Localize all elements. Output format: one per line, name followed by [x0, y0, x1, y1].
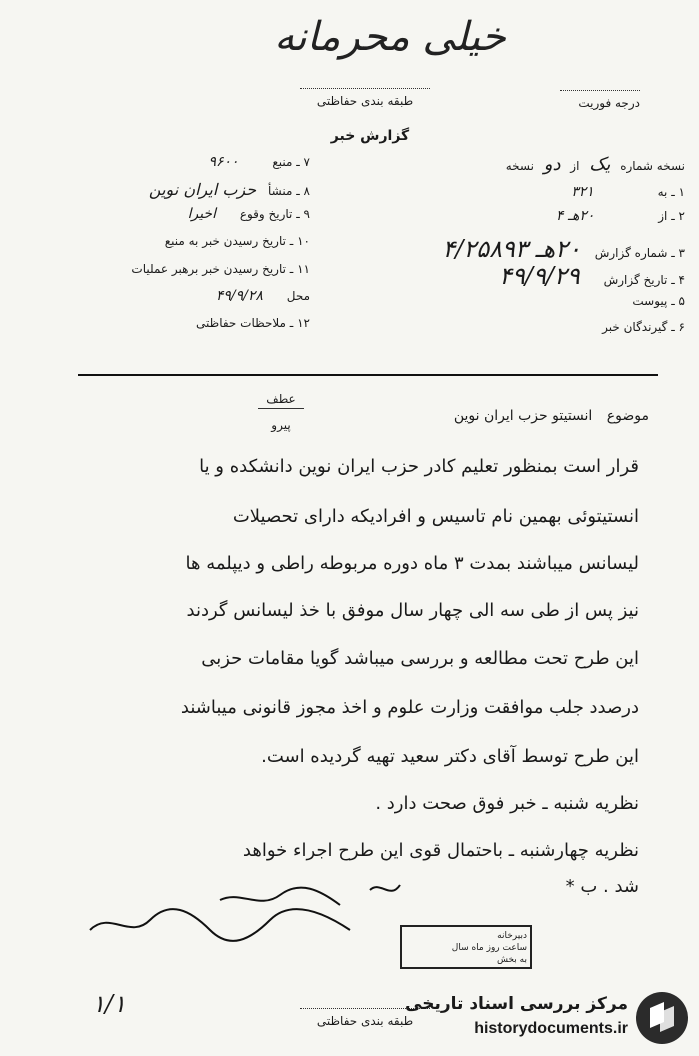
source-label: ۷ ـ منبع	[272, 155, 310, 169]
footer-classification-label: طبقه بندی حفاظتی	[316, 1014, 414, 1028]
watermark-url: historydocuments.ir	[474, 1020, 628, 1037]
body-line-2: انستیتوئی بهمین نام تاسیس و افرادیکه دارای تحصیلات	[232, 506, 639, 527]
to-value: ۳۲۱	[571, 184, 594, 200]
from-value: ۲۰هـ ۴	[555, 208, 595, 224]
to-row	[395, 184, 685, 200]
urgency-line	[560, 90, 640, 91]
body-line-7: این طرح توسط آقای دکتر سعید تهیه گردیده است.	[261, 746, 639, 767]
body-line-6: درصدد جلب موافقت وزارت علوم و اخذ مجوز قانونی میباشند	[180, 697, 639, 718]
section-divider	[78, 374, 658, 376]
event-date-label: ۹ ـ تاریخ وقوع	[239, 207, 310, 221]
stamp-line-1: دبیرخانه	[497, 931, 527, 941]
report-number-row	[442, 235, 685, 263]
security-notes-row	[80, 316, 310, 330]
handwritten-classification-title: خیلی محرمانه	[274, 14, 506, 60]
recipients-row	[395, 320, 685, 334]
watermark	[405, 986, 690, 1050]
attachment-row	[395, 294, 685, 308]
copy-number-label: نسخه شماره	[620, 159, 685, 173]
handwritten-signature	[70, 870, 410, 970]
classification-label: طبقه بندی حفاظتی	[316, 94, 414, 108]
subject-text: انستیتو حزب ایران نوین	[453, 408, 593, 424]
of-label: از	[570, 159, 580, 173]
origin-label: ۸ ـ منشأ	[267, 184, 310, 198]
atf-label: عطف	[266, 392, 296, 406]
receipt-ops-label-2: محل	[286, 289, 310, 303]
to-label: ۱ ـ به	[657, 185, 685, 199]
report-number-label: ۳ ـ شماره گزارش	[594, 246, 685, 260]
receipt-ops-row	[80, 262, 310, 276]
classification-line	[300, 88, 430, 89]
form-title: گزارش خبر	[330, 128, 410, 144]
body-line-4: نیز پس از طی سه الی چهار سال موفق با خذ لیسانس گردند	[186, 600, 639, 621]
receipt-ops-label: ۱۱ ـ تاریخ رسیدن خبر برهبر عملیات	[131, 262, 310, 276]
receipt-source-label: ۱۰ ـ تاریخ رسیدن خبر به منبع	[164, 234, 310, 248]
receipt-ops-row-2	[80, 288, 310, 304]
atf-line	[258, 408, 304, 409]
report-date-label: ۴ ـ تاریخ گزارش	[603, 273, 685, 287]
body-line-1: قرار است بمنظور تعلیم کادر حزب ایران نوین دانشکده و یا	[199, 456, 639, 477]
body-line-3: لیسانس میباشند بمدت ۳ ماه دوره مربوطه راطی و دیپلمه ها	[185, 553, 639, 574]
urgency-label: درجه فوریت	[578, 96, 640, 110]
stamp-line-3: به بخش	[497, 955, 527, 965]
copy-number-row	[506, 154, 685, 175]
opinion-saturday: نظریه شنبه ـ خبر فوق صحت دارد .	[375, 793, 639, 814]
copy-number-value: یک	[589, 154, 611, 175]
report-date-row	[499, 262, 685, 290]
recipients-label: ۶ ـ گیرندگان خبر	[602, 320, 685, 334]
opinion-wednesday-end: شد . ب *	[565, 876, 639, 897]
event-date-row	[80, 206, 310, 222]
stamp-line-2: ساعت روز ماه سال	[451, 943, 527, 953]
opinion-wednesday: نظریه چهارشنبه ـ باحتمال قوی این طرح اجراء خواهد	[242, 840, 639, 861]
page-number: ۱/۱	[92, 990, 126, 1018]
from-row	[395, 208, 685, 224]
peyro-label: پیرو	[271, 418, 291, 432]
source-value: ۹۶۰۰	[208, 154, 239, 170]
report-date-value: ۴۹/۹/۲۹	[499, 262, 580, 290]
copy-label: نسخه	[505, 159, 534, 173]
subject-row	[454, 408, 649, 424]
receipt-source-row	[80, 234, 310, 248]
security-notes-label: ۱۲ ـ ملاحظات حفاظتی	[196, 316, 310, 330]
subject-label: موضوع	[606, 408, 649, 424]
body-line-5: این طرح تحت مطالعه و بررسی میباشد گویا مقامات حزبی	[201, 648, 639, 669]
origin-row	[80, 180, 310, 199]
report-number-value: ۲۰هـ ۴/۲۵۸۹۳	[442, 235, 581, 263]
source-row	[80, 154, 310, 170]
origin-value: حزب ایران نوین	[148, 180, 257, 199]
watermark-title: مرکز بررسی اسناد تاریخی	[405, 994, 628, 1014]
attachment-label: ۵ ـ پیوست	[632, 294, 685, 308]
from-label: ۲ ـ از	[658, 209, 685, 223]
receipt-stamp	[400, 925, 532, 969]
receipt-ops-value: ۴۹/۹/۲۸	[215, 288, 263, 304]
archive-logo-icon	[634, 990, 690, 1046]
event-date-value: اخیرا	[187, 206, 216, 222]
of-value: دو	[543, 154, 561, 175]
